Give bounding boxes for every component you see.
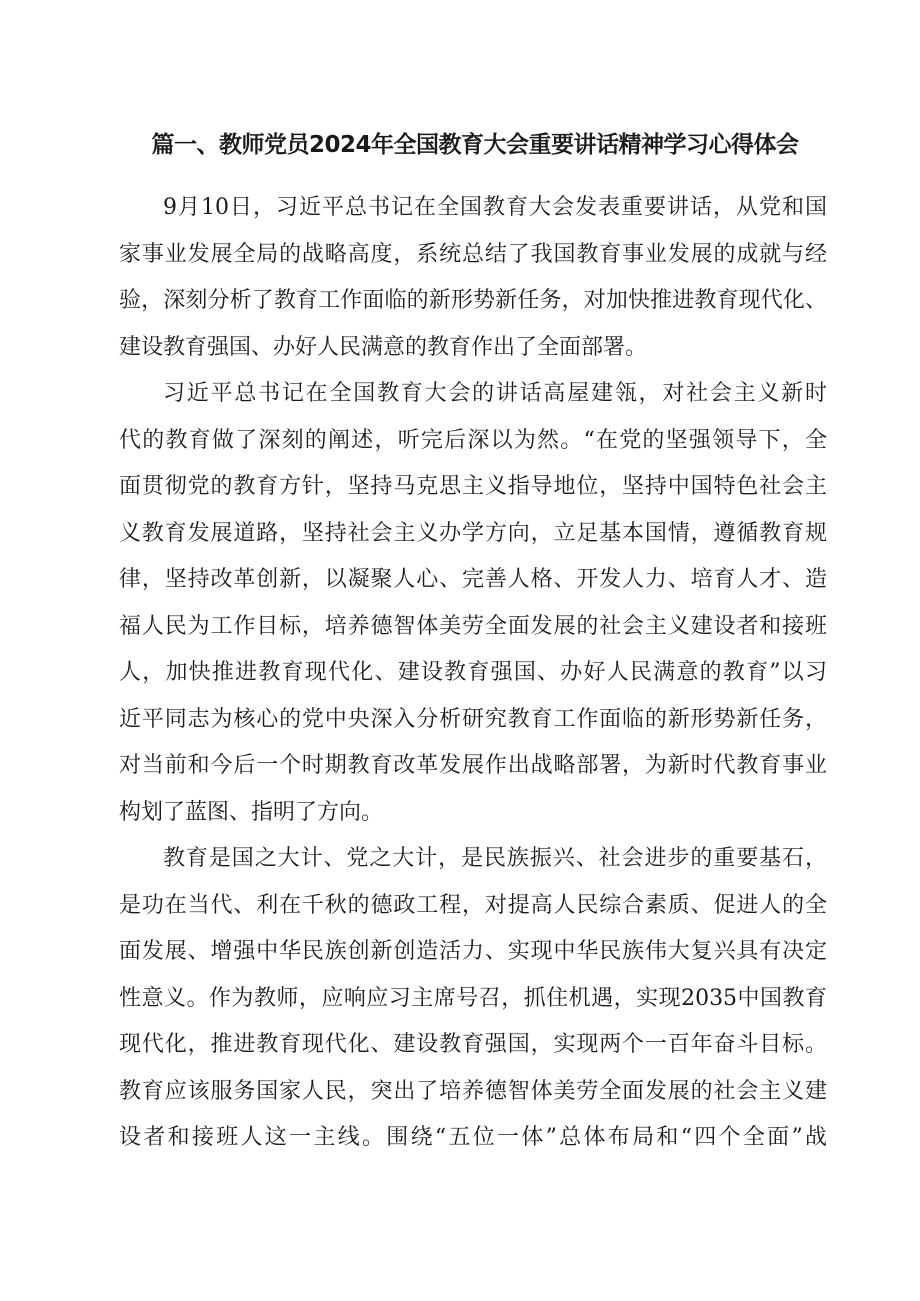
paragraph-3-line-4: 性意义。作为教师，应响应习主席号召，抓住机遇，实现2035中国教育 [119,985,827,1011]
paragraph-3-line-7: 设者和接班人这一主线。围绕“五位一体”总体布局和“四个全面”战 [119,1125,827,1150]
paragraph-2-line-8: 近平同志为核心的党中央深入分析研究教育工作面临的新形势新任务， [119,706,827,732]
paragraph-2-line-10: 构划了蓝图、指明了方向。 [119,799,384,825]
paragraph-2-line-5: 律，坚持改革创新，以凝聚人心、完善人格、开发人力、培育人才、造 [119,567,827,592]
paragraph-2-line-4: 义教育发展道路，坚持社会主义办学方向，立足基本国情，遵循教育规 [119,520,827,546]
paragraph-3-line-2: 是功在当代、利在千秋的德政工程，对提高人民综合素质、促进人的全 [119,892,827,918]
paragraph-2-line-3: 面贯彻党的教育方针，坚持马克思主义指导地位，坚持中国特色社会主 [119,474,827,499]
paragraph-3-line-6: 教育应该服务国家人民，突出了培养德智体美劳全面发展的社会主义建 [119,1078,827,1104]
paragraph-1-line-3: 验，深刻分析了教育工作面临的新形势新任务，对加快推进教育现代化、 [119,288,827,313]
document-body [119,185,827,1162]
paragraph-3-line-3: 面发展、增强中华民族创新创造活力、实现中华民族伟大复兴具有决定 [119,939,827,964]
paragraph-1-line-2: 家事业发展全局的战略高度，系统总结了我国教育事业发展的成就与经 [119,241,827,267]
paragraph-2-line-9: 对当前和今后一个时期教育改革发展作出战略部署，为新时代教育事业 [119,753,827,778]
paragraph-2-line-6: 福人民为工作目标，培养德智体美劳全面发展的社会主义建设者和接班 [119,613,827,639]
paragraph-2-line-2: 代的教育做了深刻的阐述，听完后深以为然。“在党的坚强领导下，全 [119,427,827,453]
paragraph-1-line-1: 9月10日，习近平总书记在全国教育大会发表重要讲话，从党和国 [163,195,827,220]
paragraph-2-line-7: 人，加快推进教育现代化、建设教育强国、办好人民满意的教育”以习 [119,660,827,685]
paragraph-1-line-4: 建设教育强国、办好人民满意的教育作出了全面部署。 [119,334,648,360]
document-title: 篇一、教师党员2024年全国教育大会重要讲话精神学习心得体会 [151,132,799,158]
paragraph-3-line-1: 教育是国之大计、党之大计，是民族振兴、社会进步的重要基石， [163,846,827,871]
paragraph-3-line-5: 现代化，推进教育现代化、建设教育强国，实现两个一百年奋斗目标。 [119,1032,827,1057]
paragraph-2-line-1: 习近平总书记在全国教育大会的讲话高屋建瓴，对社会主义新时 [163,381,827,406]
